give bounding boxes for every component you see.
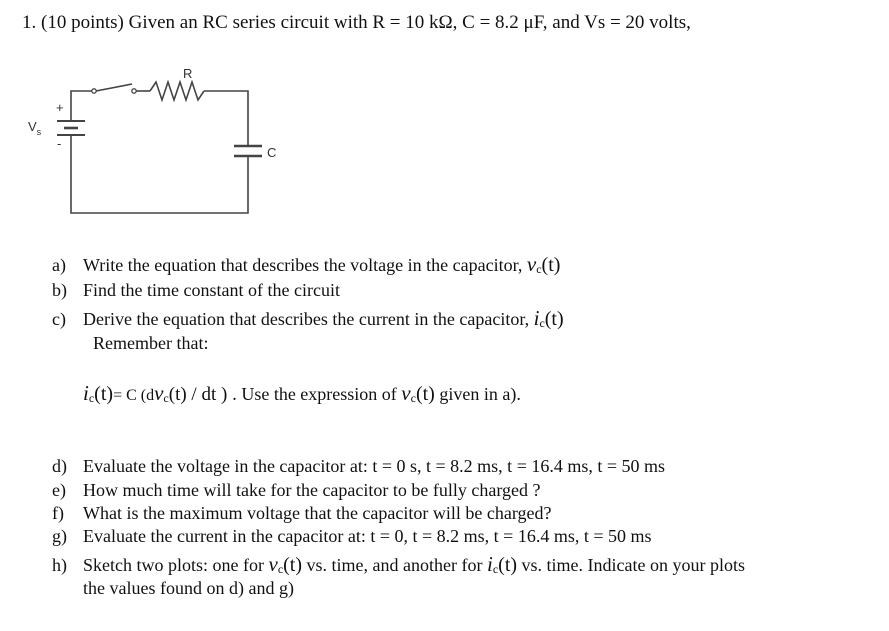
formula-lhs-sub: c: [88, 391, 95, 405]
item-h-text1: Sketch two plots: one for: [83, 555, 269, 575]
capacitor-label: C: [267, 145, 277, 160]
switch-blade: [96, 84, 132, 91]
item-a-text: Write the equation that describes the voltage in the capacitor,: [83, 255, 527, 275]
item-a: [52, 252, 560, 277]
item-f: [52, 503, 552, 524]
formula-lhs-arg: (t): [94, 383, 114, 405]
remember-text: Remember that:: [93, 333, 209, 353]
formula-ref-arg: (t): [415, 383, 435, 405]
item-h-var1: v: [268, 552, 278, 576]
item-h-sub1: c: [277, 562, 284, 576]
item-h-arg2: (t): [498, 554, 518, 576]
wire-right-bottom: [71, 136, 248, 213]
item-b-text: Find the time constant of the circuit: [83, 280, 340, 300]
item-d: [52, 456, 665, 477]
wire-top-right: [204, 91, 248, 146]
problem-title: 1. (10 points) Given an RC series circuit with R = 10 kΩ, C = 8.2 μF, and Vs = 20 volts,: [22, 12, 691, 33]
item-d-label: d): [52, 456, 67, 476]
item-g-text: Evaluate the current in the capacitor at: t = 0, t = 8.2 ms, t = 16.4 ms, t = 50 ms: [83, 526, 652, 546]
formula-lhs-var: i: [83, 381, 89, 405]
item-c-text: Derive the equation that describes the current in the capacitor,: [83, 309, 534, 329]
minus-sign: -: [57, 136, 62, 151]
item-g: [52, 526, 652, 547]
item-f-label: f): [52, 503, 64, 523]
item-a-sub: c: [536, 262, 542, 276]
item-c-var: i: [533, 306, 540, 330]
item-h-text3: vs. time. Indicate on your plots: [517, 555, 746, 575]
item-b: [52, 280, 340, 301]
formula-ref-var: v: [401, 381, 411, 405]
item-h: [52, 552, 745, 577]
resistor-zigzag: [150, 82, 204, 100]
switch-contact-left: [92, 89, 96, 93]
item-f-text: What is the maximum voltage that the capacitor will be charged?: [83, 503, 552, 523]
resistor-label: R: [183, 66, 193, 81]
item-h-line2: the values found on d) and g): [83, 578, 294, 598]
item-a-label: a): [52, 255, 66, 275]
item-c-label: c): [52, 309, 66, 329]
item-h-label: h): [52, 555, 67, 575]
formula-mid-sub: c: [163, 391, 169, 405]
item-d-text: Evaluate the voltage in the capacitor at: t = 0 s, t = 8.2 ms, t = 16.4 ms, t = 50 ms: [83, 456, 666, 476]
switch-contact-right: [132, 89, 136, 93]
item-c-sub: c: [539, 316, 545, 330]
plus-sign: +: [56, 100, 64, 115]
item-c-arg: (t): [544, 308, 564, 330]
item-h-text2: vs. time, and another for: [302, 555, 487, 575]
item-a-arg: (t): [541, 254, 561, 276]
item-h-arg1: (t): [283, 554, 303, 576]
item-e-label: e): [52, 480, 66, 500]
item-g-label: g): [52, 526, 67, 546]
formula-mid-arg: (t) / dt ) .: [168, 384, 237, 405]
formula-eq: = C (d: [113, 387, 155, 404]
formula-tail: given in a).: [434, 384, 521, 404]
formula-line: [83, 381, 521, 406]
item-h-var2: i: [486, 552, 493, 576]
item-e-text: How much time will take for the capacitor to be fully charged ?: [83, 480, 541, 500]
formula-mid-var: v: [154, 381, 164, 405]
item-e: [52, 480, 541, 501]
item-h-sub2: c: [492, 562, 499, 576]
rc-circuit-diagram: [20, 58, 300, 228]
formula-use-text: Use the expression of: [236, 384, 402, 404]
item-c: [52, 306, 564, 331]
source-label: $V_s$: [28, 119, 42, 137]
formula-ref-sub: c: [410, 391, 416, 405]
item-b-label: b): [52, 280, 67, 300]
item-a-var: v: [526, 252, 537, 276]
wire-top-left: [71, 91, 92, 115]
